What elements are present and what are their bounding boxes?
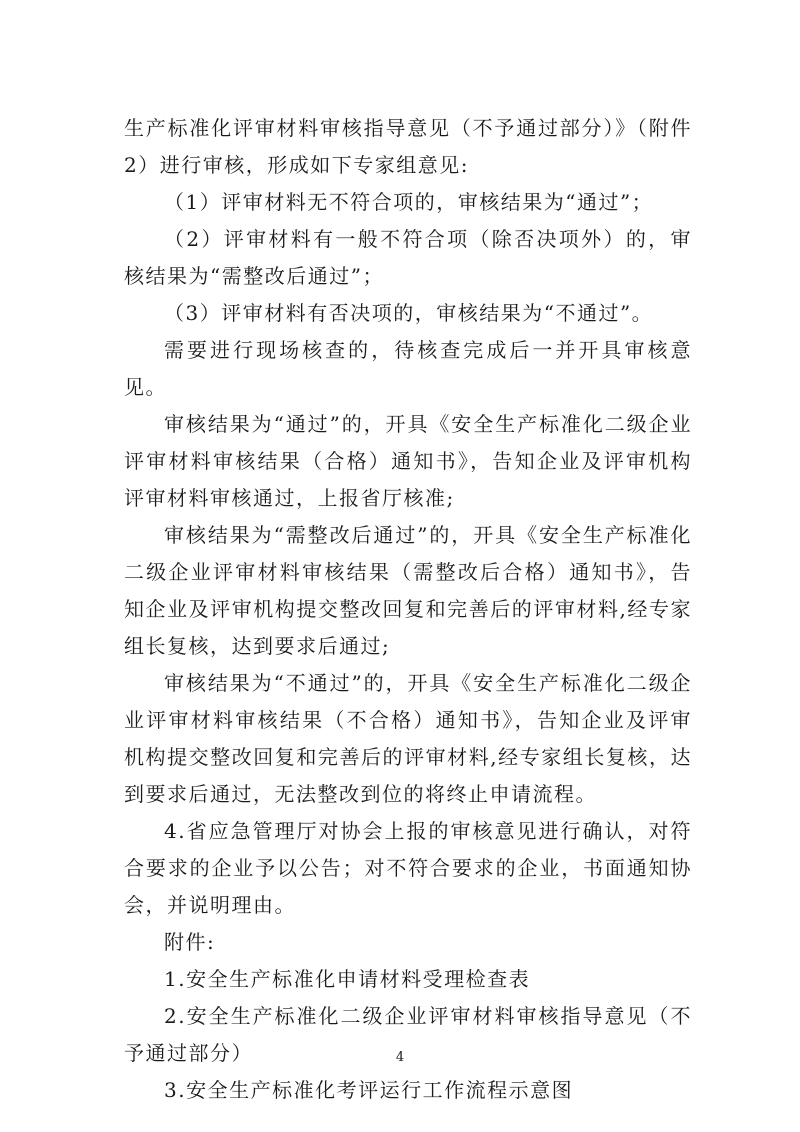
attachment-item-1: 1.安全生产标准化申请材料受理检查表 [164, 967, 531, 991]
paragraph-result-fail: 审核结果为“不通过”的，开具《安全生产标准化二级企业评审材料审核结果（不合格）通知书》，告知企业及评审机构提交整改回复和完善后的评审材料,经专家组长复核，达到要求后通过，无法整改到位的将终止申请流程。 [124, 671, 692, 806]
paragraph-result-rectify: 审核结果为“需整改后通过”的，开具《安全生产标准化二级企业评审材料审核结果（需整改后合格）通知书》，告知企业及评审机构提交整改回复和完善后的评审材料,经专家组长复核，达到要求后通过; [124, 523, 692, 658]
attachments-heading: 附件: [164, 930, 216, 954]
attachment-item-2: 2.安全生产标准化二级企业评审材料审核指导意见（不予通过部分） [124, 1004, 692, 1065]
paragraph-opinion-2: （2）评审材料有一般不符合项（除否决项外）的，审核结果为“需整改后通过”； [124, 227, 692, 288]
paragraph-opinion-3: （3）评审材料有否决项的，审核结果为“不通过”。 [164, 301, 654, 325]
attachment-item-3: 3.安全生产标准化考评运行工作流程示意图 [164, 1078, 574, 1102]
paragraph-opinion-1: （1）评审材料无不符合项的，审核结果为“通过”； [164, 190, 654, 214]
paragraph-step-4: 4.省应急管理厅对协会上报的审核意见进行确认，对符合要求的企业予以公告；对不符合要求的企业，书面通知协会，并说明理由。 [124, 819, 692, 917]
paragraph-result-pass: 审核结果为“通过”的，开具《安全生产标准化二级企业评审材料审核结果（合格）通知书》，告知企业及评审机构评审材料审核通过，上报省厅核准; [124, 412, 692, 510]
page-number: 4 [395, 1050, 405, 1065]
paragraph-site-check: 需要进行现场核查的，待核查完成后一并开具审核意见。 [124, 338, 692, 399]
paragraph-continuation: 生产标准化评审材料审核指导意见（不予通过部分）》（附件 2）进行审核，形成如下专家组意见: [124, 116, 692, 177]
document-body [124, 110, 692, 1109]
